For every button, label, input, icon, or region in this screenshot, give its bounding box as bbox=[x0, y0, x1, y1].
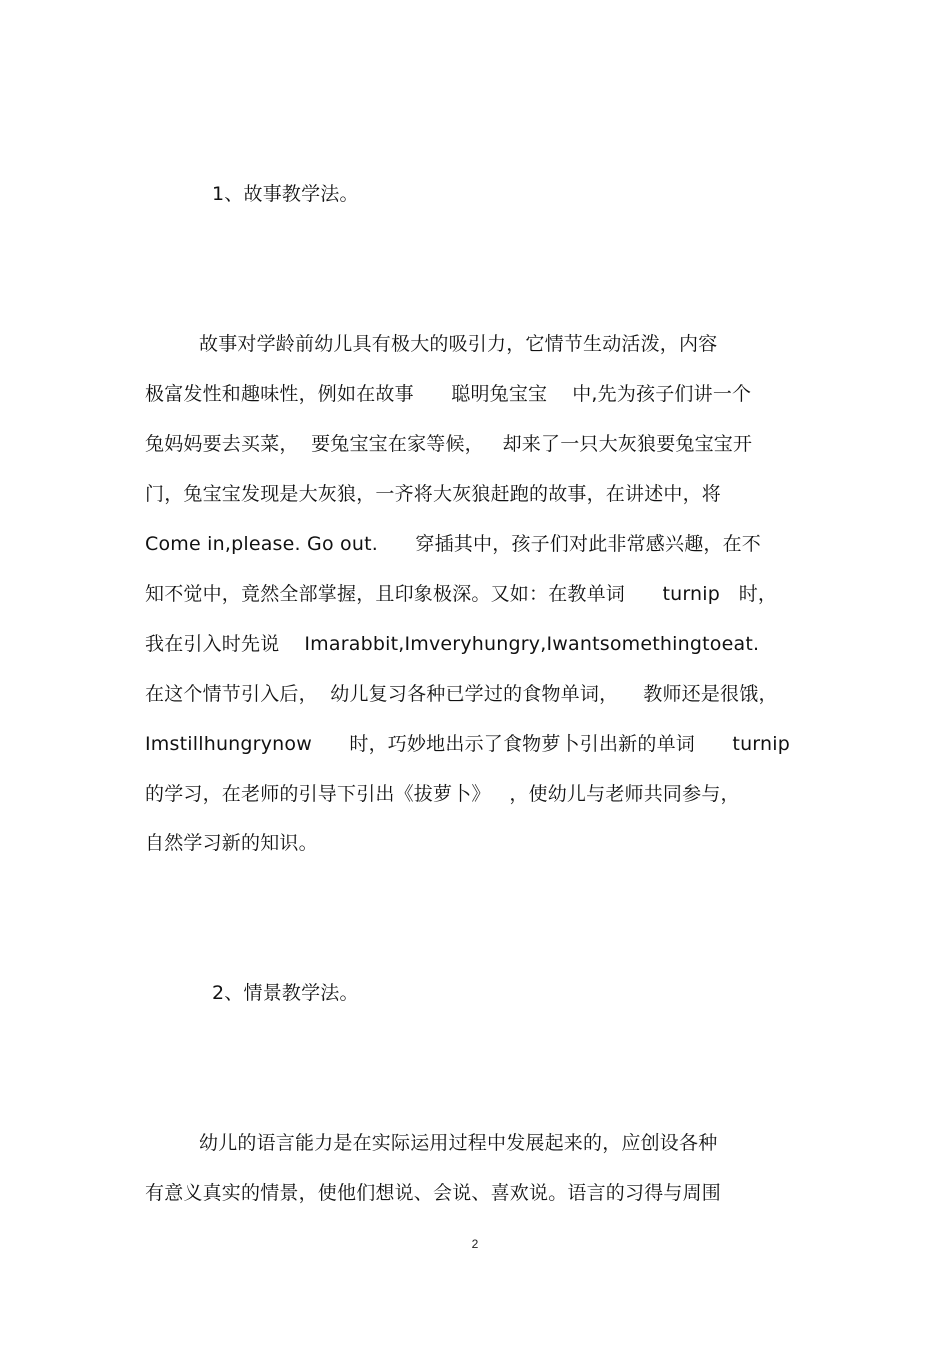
section-1-line-9: Imstillhungrynow 时，巧妙地出示了食物萝卜引出新的单词 turnip bbox=[145, 733, 790, 755]
section-1-line-7: 我在引入时先说 Imarabbit,Imveryhungry,Iwantsomethingtoeat. bbox=[145, 633, 760, 655]
section-1-line-3: 兔妈妈要去买菜， 要兔宝宝在家等候， 却来了一只大灰狼要兔宝宝开 bbox=[145, 433, 753, 455]
section-1-line-8: 在这个情节引入后， 幼儿复习各种已学过的食物单词， 教师还是很饿， bbox=[145, 683, 778, 705]
section-1-line-6: 知不觉中，竟然全部掌握，且印象极深。又如：在教单词 turnip 时， bbox=[145, 583, 778, 605]
section-1-line-2: 极富发性和趣味性，例如在故事 聪明兔宝宝 中,先为孩子们讲一个 bbox=[145, 383, 752, 405]
page-number: 2 bbox=[471, 1237, 479, 1251]
section-1-line-11: 自然学习新的知识。 bbox=[145, 832, 318, 854]
section-1-line-5: Come in,please. Go out. 穿插其中，孩子们对此非常感兴趣，在不 bbox=[145, 533, 762, 555]
section-1-line-10: 的学习，在老师的引导下引出《拔萝卜》 ，使幼儿与老师共同参与， bbox=[145, 783, 740, 805]
section-1-heading: 1、故事教学法。 bbox=[212, 183, 359, 205]
section-2-heading: 2、情景教学法。 bbox=[212, 982, 359, 1004]
section-2-line-2: 有意义真实的情景，使他们想说、会说、喜欢说。语言的习得与周围 bbox=[145, 1182, 722, 1204]
section-1-line-4: 门，兔宝宝发现是大灰狼，一齐将大灰狼赶跑的故事，在讲述中，将 bbox=[145, 483, 722, 505]
section-1-line-1: 故事对学龄前幼儿具有极大的吸引力，它情节生动活泼，内容 bbox=[199, 333, 718, 355]
section-2-line-1: 幼儿的语言能力是在实际运用过程中发展起来的，应创设各种 bbox=[199, 1132, 718, 1154]
